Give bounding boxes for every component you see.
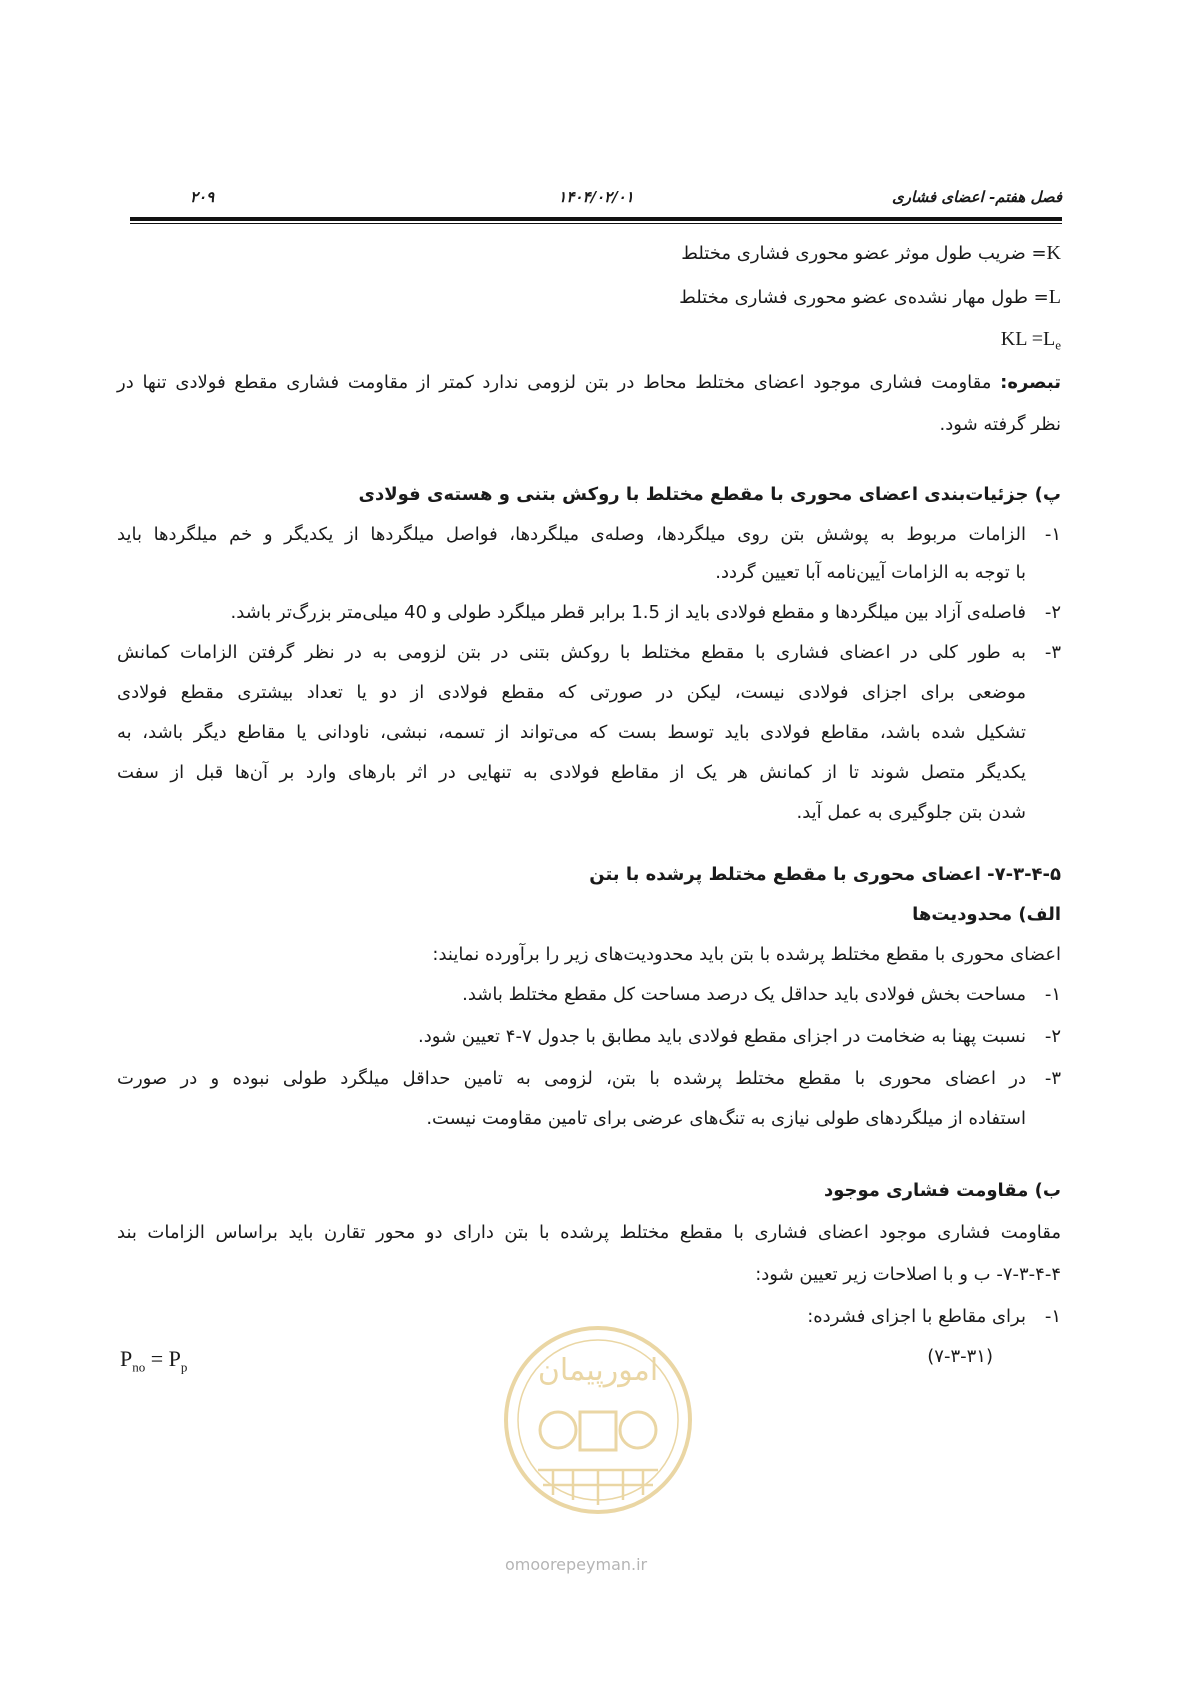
list-number: ۳- (1044, 642, 1061, 663)
watermark-logo-text: امورپیمان (537, 1353, 659, 1388)
l-symbol: L (1048, 286, 1061, 308)
list-number: ۱- (1044, 524, 1061, 545)
kl-eq-main: KL =L (1000, 328, 1056, 350)
k-symbol: K (1046, 242, 1061, 264)
page-number: ۲۰۹ (190, 188, 215, 206)
p-item2-line1: فاصله‌ی آزاد بین میلگردها و مقطع فولادی باید از 1.5 برابر قطر میلگرد طولی و 40 میلی‌متر بزرگ‌تر باشد. (230, 602, 1026, 623)
sub-b-heading-text: ب) مقاومت فشاری موجود (823, 1180, 1061, 1201)
watermark-url: omoorepeyman.ir (505, 1555, 648, 1574)
list-number: ۳- (1044, 1068, 1061, 1089)
header-rule-thick (130, 217, 1062, 221)
list-number: ۲- (1044, 602, 1061, 623)
sub-b-heading (824, 1178, 1061, 1204)
p-item3-line2: موضعی برای اجزای فولادی نیست، لیکن در صورتی که مقطع فولادی از دو یا تعداد بیشتری مقطع فولادی (117, 682, 1026, 703)
sub-a-heading (912, 902, 1061, 928)
section-p-heading-text: پ) جزئیات‌بندی اعضای محوری با مقطع مختلط با روکش بتنی و هسته‌ی فولادی (358, 484, 1061, 505)
list-number: ۱- (1044, 1306, 1061, 1327)
list-number: ۲- (1044, 1026, 1061, 1047)
chapter-title: فصل هفتم- اعضای فشاری (892, 188, 1062, 206)
note-line-1 (117, 370, 1061, 396)
section-p-heading (359, 482, 1062, 508)
a-item3-line2: استفاده از میلگردهای طولی نیازی به تنگ‌های عرضی برای تامین مقاومت نیست. (426, 1108, 1026, 1129)
section-5-heading (589, 862, 1061, 888)
equation-pno (120, 1346, 187, 1375)
note-text-1: مقاومت فشاری موجود اعضای مختلط محاط در بتن لزومی ندارد کمتر از مقاومت فشاری مقطع فولادی تنها در (117, 372, 992, 393)
section-5-heading-text: ۷-۳-۴-۵- اعضای محوری با مقطع مختلط پرشده با بتن (589, 864, 1061, 885)
kl-equation (1001, 326, 1061, 359)
b-line-1: مقاومت فشاری موجود اعضای فشاری با مقطع مختلط پرشده با بتن دارای دو محور تقارن باید براساس الزامات بند (117, 1222, 1061, 1243)
header-date: ۱۴۰۴/۰۲/۰۱ (558, 188, 634, 206)
page-header (130, 188, 1062, 214)
p-item3-line5: شدن بتن جلوگیری به عمل آید. (796, 802, 1026, 823)
header-rule-thin (130, 223, 1062, 224)
list-number: ۱- (1044, 984, 1061, 1005)
b-line-2: ۷-۳-۴-۴- ب و با اصلاحات زیر تعیین شود: (755, 1264, 1061, 1285)
eq-rhs: = P (145, 1346, 181, 1371)
note-label: تبصره: (1000, 372, 1062, 393)
a-item3-line1: در اعضای محوری با مقطع مختلط پرشده با بتن، لزومی به تامین حداقل میلگرد طولی نبوده و در صورت (117, 1068, 1026, 1089)
eq-lhs-sub: no (132, 1359, 146, 1375)
equation-number: (۷-۳-۳۱) (927, 1346, 993, 1367)
def-k (681, 240, 1061, 267)
a-item2-line1: نسبت پهنا به ضخامت در اجزای مقطع فولادی باید مطابق با جدول ۷-۴ تعیین شود. (417, 1026, 1026, 1047)
note-line-2: نظر گرفته شود. (939, 414, 1061, 435)
eq-lhs: P (120, 1346, 133, 1371)
p-item3-line4: یکدیگر متصل شوند تا از کمانش هر یک از مقاطع فولادی به تنهایی در اثر بارهای وارد بر آن‌ها قبل از سفت (117, 762, 1026, 783)
p-item1-line1: الزامات مربوط به پوشش بتن روی میلگردها، وصله‌ی میلگردها، فواصل میلگردها از یکدیگر و خم میلگردها باید (117, 524, 1026, 545)
p-item3-line1: به طور کلی در اعضای فشاری با مقطع مختلط با روکش بتنی در بتن لزومی به در نظر گرفتن الزامات کمانش (117, 642, 1026, 663)
watermark-logo (498, 1320, 698, 1550)
eq-rhs-sub: p (180, 1359, 188, 1375)
b-item1: برای مقاطع با اجزای فشرده: (807, 1306, 1026, 1327)
def-l (679, 284, 1061, 311)
p-item1-line2: با توجه به الزامات آیین‌نامه آبا تعیین گردد. (715, 562, 1026, 583)
sub-a-heading-text: الف) محدودیت‌ها (912, 904, 1061, 925)
kl-eq-sub: e (1055, 337, 1061, 353)
l-text: = طول مهار نشده‌ی عضو محوری فشاری مختلط (679, 287, 1049, 308)
a-item1-line1: مساحت بخش فولادی باید حداقل یک درصد مساحت کل مقطع مختلط باشد. (462, 984, 1026, 1005)
sub-a-intro: اعضای محوری با مقطع مختلط پرشده با بتن باید محدودیت‌های زیر را برآورده نمایند: (432, 944, 1061, 965)
k-text: = ضریب طول موثر عضو محوری فشاری مختلط (681, 243, 1047, 264)
p-item3-line3: تشکیل شده باشد، مقاطع فولادی باید توسط بست که می‌تواند از تسمه، نبشی، ناودانی یا مقاطع دیگر باشد، به (117, 722, 1026, 743)
